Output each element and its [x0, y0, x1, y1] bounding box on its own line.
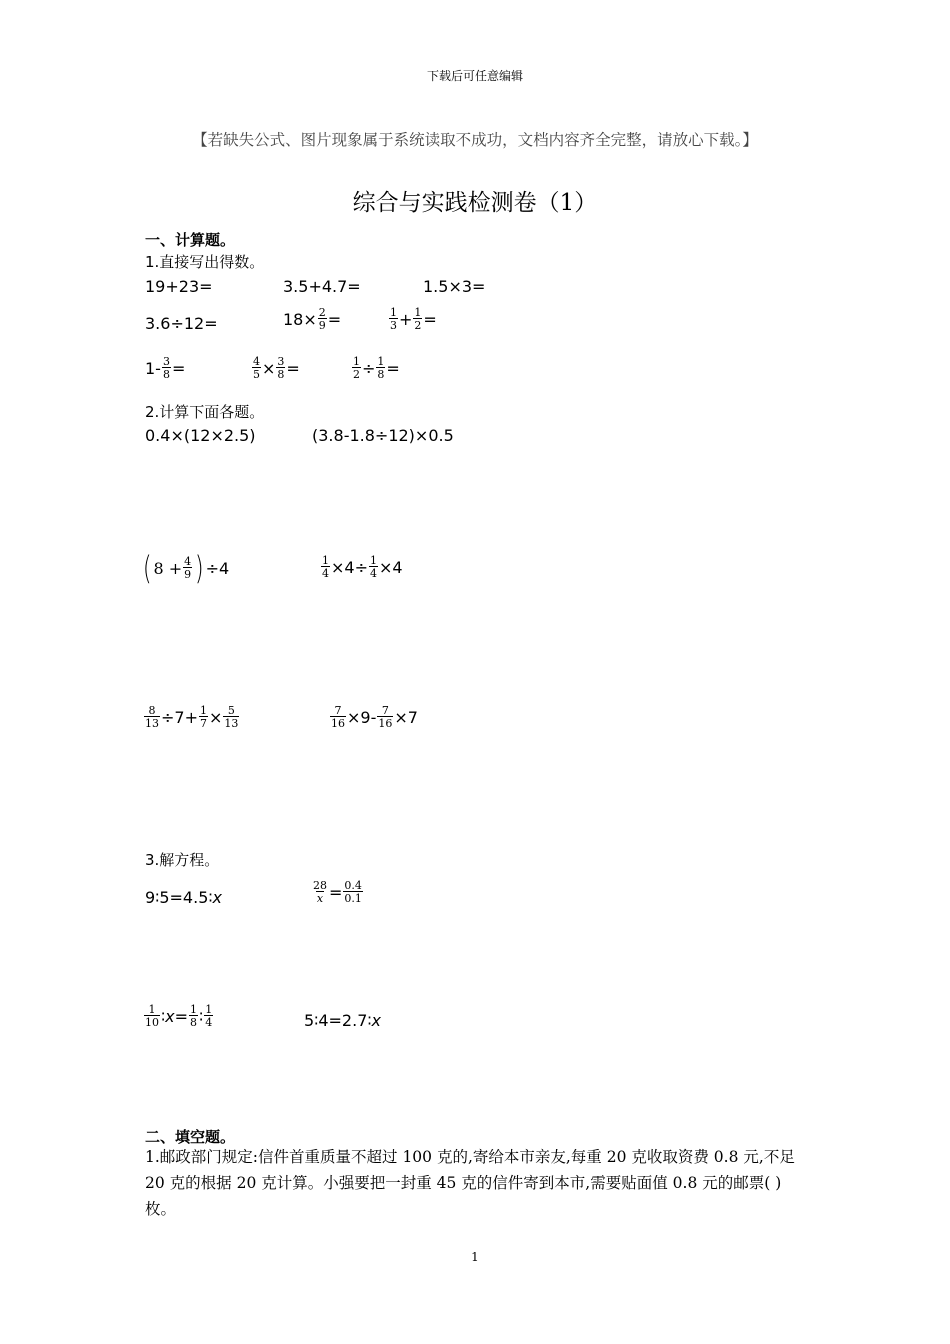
q1-expression-8: $\frac{4}{5}$ × $\frac{3}{8}$ =	[253, 355, 300, 381]
fraction: $\frac{0.4}{0.1}$	[344, 879, 362, 905]
q3-equation-1: 9∶5=4.5∶ x	[145, 888, 223, 907]
fraction: $\frac{1}{4}$	[205, 1003, 213, 1029]
q3-equation-4: 5∶4=2.7∶ x	[304, 1011, 382, 1030]
question-3-label: 3.解方程。	[145, 851, 220, 869]
fraction: $\frac{4}{9}$	[184, 555, 192, 581]
q2-expression-6: $\frac{7}{16}$ ×9- $\frac{7}{16}$ ×7	[331, 704, 418, 730]
fraction: $\frac{28}{x}$	[313, 879, 327, 905]
fraction: $\frac{1}{2}$	[353, 355, 360, 381]
fraction: $\frac{1}{7}$	[200, 704, 207, 730]
q1-expression-9: $\frac{1}{2}$ ÷ $\frac{1}{8}$ =	[353, 355, 400, 381]
section-heading-fill-in: 二、填空题。	[145, 1128, 236, 1146]
fraction: $\frac{2}{9}$	[318, 306, 326, 332]
download-notice: 【若缺失公式、图片现象属于系统读取不成功，文档内容齐全完整，请放心下载。】	[192, 131, 758, 149]
question-1-label: 1.直接写出得数。	[145, 253, 265, 271]
q2-expression-3: ( 8 + $\frac{4}{9}$ ) ÷4	[142, 549, 230, 587]
fill-in-question-1: 1.邮政部门规定:信件首重质量不超过 100 克的,寄给本市亲友,每重 20 克收取资费 0.8 元,不足 20 克的根据 20 克计算。小强要把一封重 45 克的信件寄到本市,需要贴面值 0.8 元的邮票( )枚。	[145, 1148, 795, 1218]
fraction: $\frac{7}{16}$	[331, 704, 345, 730]
q1-expression-1: 19+23=	[145, 277, 213, 296]
q1-expression-4: 3.6÷12=	[145, 314, 218, 333]
q2-expression-4: $\frac{1}{4}$ ×4÷ $\frac{1}{4}$ ×4	[322, 554, 403, 580]
fraction: $\frac{4}{5}$	[253, 355, 260, 381]
q2-expression-2: (3.8-1.8÷12)×0.5	[312, 426, 454, 445]
fraction: $\frac{3}{8}$	[277, 355, 285, 381]
q1-expression-2: 3.5+4.7=	[283, 277, 361, 296]
page-number: 1	[471, 1250, 479, 1264]
fraction: $\frac{7}{16}$	[378, 704, 393, 730]
fraction: $\frac{8}{13}$	[145, 704, 159, 730]
question-2-label: 2.计算下面各题。	[145, 403, 265, 421]
q3-equation-2: $\frac{28}{x}$ = $\frac{0.4}{0.1}$	[313, 879, 362, 905]
q2-expression-5: $\frac{8}{13}$ ÷7+ $\frac{1}{7}$ × $\frac{5}{13}$	[145, 704, 239, 730]
fraction: $\frac{1}{4}$	[322, 554, 329, 580]
q1-expression-5: 18× $\frac{2}{9}$ =	[283, 306, 342, 332]
q1-expression-3: 1.5×3=	[423, 277, 486, 296]
page-header: 下载后可任意编辑	[426, 69, 523, 83]
q3-equation-3: $\frac{1}{10}$ ∶ x = $\frac{1}{8}$ ∶ $\frac{1}{4}$	[145, 1003, 213, 1029]
fraction: $\frac{1}{2}$	[414, 306, 422, 332]
fraction: $\frac{1}{8}$	[190, 1003, 198, 1029]
q1-expression-7: 1- $\frac{3}{8}$ =	[145, 355, 186, 381]
fraction: $\frac{1}{8}$	[377, 355, 385, 381]
fraction: $\frac{1}{4}$	[370, 554, 377, 580]
section-heading-calculation: 一、计算题。	[145, 231, 236, 249]
fraction: $\frac{5}{13}$	[224, 704, 239, 730]
q2-expression-1: 0.4×(12×2.5)	[145, 426, 256, 445]
document-title: 综合与实践检测卷（1）	[352, 190, 598, 216]
fraction: $\frac{1}{10}$	[145, 1003, 159, 1029]
fraction: $\frac{3}{8}$	[162, 355, 170, 381]
fraction: $\frac{1}{3}$	[390, 306, 397, 332]
q1-expression-6: $\frac{1}{3}$ + $\frac{1}{2}$ =	[390, 306, 437, 332]
